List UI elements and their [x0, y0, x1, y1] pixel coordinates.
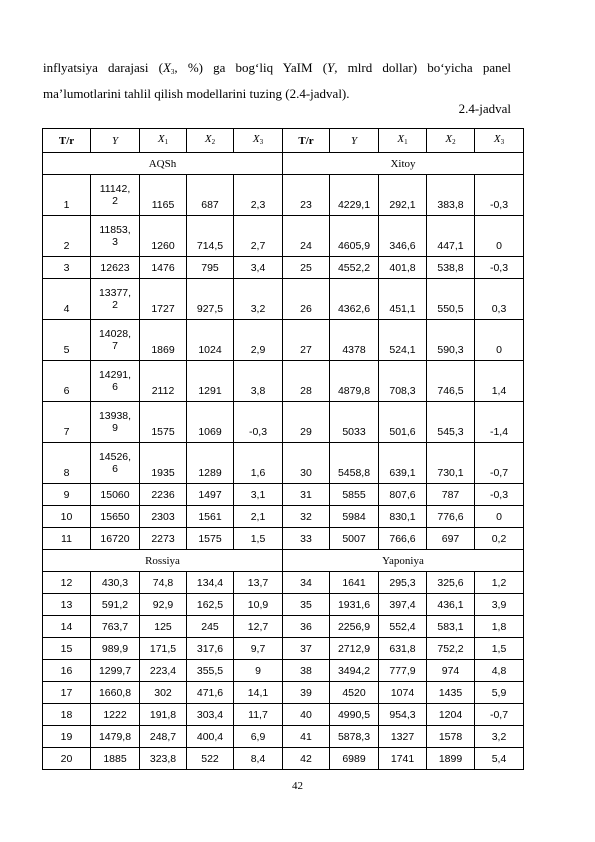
table-cell: 5458,8 — [330, 443, 379, 484]
table-cell: 15060 — [91, 484, 140, 506]
table-cell: 7 — [43, 402, 91, 443]
table-cell: 162,5 — [187, 594, 234, 616]
table-cell: 39 — [283, 682, 330, 704]
table-cell: 639,1 — [379, 443, 427, 484]
table-cell: 11142, 2 — [91, 175, 140, 216]
table-cell: 5 — [43, 320, 91, 361]
table-cell: 1204 — [427, 704, 475, 726]
table-cell: 1 — [43, 175, 91, 216]
table-cell: 16 — [43, 660, 91, 682]
header-subscript: 3 — [259, 138, 264, 146]
table-cell: 1885 — [91, 748, 140, 770]
table-cell: 2303 — [140, 506, 187, 528]
table-cell: 3494,2 — [330, 660, 379, 682]
table-row — [43, 528, 524, 550]
table-cell: 4552,2 — [330, 257, 379, 279]
table-cell: 550,5 — [427, 279, 475, 320]
table-cell: 591,2 — [91, 594, 140, 616]
table-cell: 13377, 2 — [91, 279, 140, 320]
table-cell: 4,8 — [475, 660, 524, 682]
table-cell: 3,1 — [234, 484, 283, 506]
table-cell: 4520 — [330, 682, 379, 704]
header-subscript: 1 — [164, 138, 169, 146]
table-cell: 927,5 — [187, 279, 234, 320]
table-cell: 0 — [475, 506, 524, 528]
table-cell: 1,6 — [234, 443, 283, 484]
table-cell: 42 — [283, 748, 330, 770]
table-cell: 3,2 — [234, 279, 283, 320]
table-cell: 2 — [43, 216, 91, 257]
table-row — [43, 638, 524, 660]
table-cell: 1497 — [187, 484, 234, 506]
country-group-row — [43, 550, 524, 572]
table-cell: 1869 — [140, 320, 187, 361]
table-cell: 4 — [43, 279, 91, 320]
table-body — [43, 153, 524, 770]
table-cell: 40 — [283, 704, 330, 726]
table-row — [43, 279, 524, 320]
table-cell: 4879,8 — [330, 361, 379, 402]
table-cell: 346,6 — [379, 216, 427, 257]
table-cell: 974 — [427, 660, 475, 682]
table-cell: 8 — [43, 443, 91, 484]
table-cell: 2256,9 — [330, 616, 379, 638]
table-cell: 447,1 — [427, 216, 475, 257]
table-cell: 1222 — [91, 704, 140, 726]
table-cell: 1299,7 — [91, 660, 140, 682]
table-cell: 13 — [43, 594, 91, 616]
table-cell: 25 — [283, 257, 330, 279]
table-cell: 0 — [475, 320, 524, 361]
table-cell: 2,3 — [234, 175, 283, 216]
table-cell: 125 — [140, 616, 187, 638]
table-cell: 777,9 — [379, 660, 427, 682]
table-row — [43, 660, 524, 682]
table-cell: 730,1 — [427, 443, 475, 484]
table-cell: 776,6 — [427, 506, 475, 528]
table-cell: 16720 — [91, 528, 140, 550]
table-cell: 538,8 — [427, 257, 475, 279]
table-cell: 436,1 — [427, 594, 475, 616]
table-cell: 5,9 — [475, 682, 524, 704]
header-variable: X — [397, 133, 405, 145]
table-cell: 1069 — [187, 402, 234, 443]
table-cell: 714,5 — [187, 216, 234, 257]
table-cell: 12,7 — [234, 616, 283, 638]
table-header-row — [43, 129, 524, 153]
table-cell: 1741 — [379, 748, 427, 770]
table-cell: 317,6 — [187, 638, 234, 660]
table-cell: 31 — [283, 484, 330, 506]
table-cell: 687 — [187, 175, 234, 216]
table-cell: 10,9 — [234, 594, 283, 616]
table-cell: 23 — [283, 175, 330, 216]
table-row — [43, 616, 524, 638]
x3-symbol — [163, 60, 174, 75]
table-cell: 325,6 — [427, 572, 475, 594]
table-cell: 13,7 — [234, 572, 283, 594]
table-cell: 583,1 — [427, 616, 475, 638]
table-cell: 14028, 7 — [91, 320, 140, 361]
table-cell: -1,4 — [475, 402, 524, 443]
table-cell: 1260 — [140, 216, 187, 257]
header-variable: X — [204, 133, 212, 145]
column-header — [91, 129, 140, 153]
table-row — [43, 572, 524, 594]
table-cell: 0 — [475, 216, 524, 257]
table-cell: 697 — [427, 528, 475, 550]
table-cell: 545,3 — [427, 402, 475, 443]
table-cell: 13938, 9 — [91, 402, 140, 443]
table-cell: 2712,9 — [330, 638, 379, 660]
table-cell: 1,4 — [475, 361, 524, 402]
table-cell: 1935 — [140, 443, 187, 484]
table-cell: -0,3 — [234, 402, 283, 443]
table-cell: 323,8 — [140, 748, 187, 770]
table-cell: 248,7 — [140, 726, 187, 748]
table-cell: 4605,9 — [330, 216, 379, 257]
table-row — [43, 704, 524, 726]
table-cell: 4362,6 — [330, 279, 379, 320]
table-cell: 27 — [283, 320, 330, 361]
table-cell: 451,1 — [379, 279, 427, 320]
table-cell: 0,3 — [475, 279, 524, 320]
table-cell: -0,7 — [475, 704, 524, 726]
table-cell: 36 — [283, 616, 330, 638]
table-cell: 5878,3 — [330, 726, 379, 748]
intro-text-part-2: , %) ga bog‘liq YaIM ( — [174, 60, 328, 75]
table-cell: -0,7 — [475, 443, 524, 484]
table-cell: 12 — [43, 572, 91, 594]
country-label: Rossiya — [43, 550, 283, 572]
table-cell: 1165 — [140, 175, 187, 216]
header-variable: X — [157, 133, 165, 145]
table-cell: 2,7 — [234, 216, 283, 257]
table-cell: 11853, 3 — [91, 216, 140, 257]
header-variable: Y — [111, 134, 119, 147]
table-cell: 14,1 — [234, 682, 283, 704]
table-cell: 35 — [283, 594, 330, 616]
table-cell: 3,9 — [475, 594, 524, 616]
table-cell: 6,9 — [234, 726, 283, 748]
table-cell: 1289 — [187, 443, 234, 484]
country-group-row — [43, 153, 524, 175]
header-variable: Y — [350, 134, 358, 147]
table-cell: 708,3 — [379, 361, 427, 402]
table-cell: 1,2 — [475, 572, 524, 594]
country-label: Yaponiya — [283, 550, 524, 572]
table-cell: 0,2 — [475, 528, 524, 550]
table-row — [43, 257, 524, 279]
table-cell: 292,1 — [379, 175, 427, 216]
table-cell: 6989 — [330, 748, 379, 770]
table-cell: 397,4 — [379, 594, 427, 616]
table-cell: 1660,8 — [91, 682, 140, 704]
table-cell: 1931,6 — [330, 594, 379, 616]
column-header — [379, 129, 427, 153]
table-cell: 20 — [43, 748, 91, 770]
table-cell: 1575 — [140, 402, 187, 443]
table-cell: 590,3 — [427, 320, 475, 361]
table-row — [43, 443, 524, 484]
panel-data-table — [42, 128, 524, 770]
column-header — [475, 129, 524, 153]
table-row — [43, 484, 524, 506]
table-cell: 9 — [234, 660, 283, 682]
table-cell: 752,2 — [427, 638, 475, 660]
table-cell: 763,7 — [91, 616, 140, 638]
table-cell: 524,1 — [379, 320, 427, 361]
table-cell: 3,8 — [234, 361, 283, 402]
table-cell: 522 — [187, 748, 234, 770]
table-cell: 1476 — [140, 257, 187, 279]
table-cell: 4229,1 — [330, 175, 379, 216]
table-cell: 430,3 — [91, 572, 140, 594]
table-cell: 5984 — [330, 506, 379, 528]
table-cell: 134,4 — [187, 572, 234, 594]
table-cell: 9,7 — [234, 638, 283, 660]
table-cell: 400,4 — [187, 726, 234, 748]
column-header — [140, 129, 187, 153]
table-cell: 14526, 6 — [91, 443, 140, 484]
table-cell: 92,9 — [140, 594, 187, 616]
table-cell: 631,8 — [379, 638, 427, 660]
table-cell: 30 — [283, 443, 330, 484]
table-cell: 766,6 — [379, 528, 427, 550]
column-header — [187, 129, 234, 153]
table-row — [43, 748, 524, 770]
table-cell: 1,5 — [475, 638, 524, 660]
table-cell: 302 — [140, 682, 187, 704]
table-cell: 34 — [283, 572, 330, 594]
table-cell: 2,9 — [234, 320, 283, 361]
table-cell: 15 — [43, 638, 91, 660]
table-row — [43, 506, 524, 528]
table-cell: 4990,5 — [330, 704, 379, 726]
table-cell: 355,5 — [187, 660, 234, 682]
table-cell: 2236 — [140, 484, 187, 506]
table-cell: 32 — [283, 506, 330, 528]
intro-line-2: ma’lumotlarini tahlil qilish modellarini tuzing (2.4-jadval). — [43, 86, 350, 101]
header-subscript: 2 — [211, 138, 216, 146]
table-cell: 383,8 — [427, 175, 475, 216]
table-cell: 830,1 — [379, 506, 427, 528]
table-cell: 19 — [43, 726, 91, 748]
table-cell: 17 — [43, 682, 91, 704]
header-variable: X — [493, 133, 501, 145]
table-cell: 5033 — [330, 402, 379, 443]
table-cell: 3,2 — [475, 726, 524, 748]
table-cell: 1641 — [330, 572, 379, 594]
table-cell: 15650 — [91, 506, 140, 528]
table-cell: 5,4 — [475, 748, 524, 770]
intro-paragraph — [43, 57, 511, 104]
table-cell: 1578 — [427, 726, 475, 748]
table-cell: 1291 — [187, 361, 234, 402]
table-cell: 795 — [187, 257, 234, 279]
table-cell: 787 — [427, 484, 475, 506]
table-cell: 1,5 — [234, 528, 283, 550]
table-cell: -0,3 — [475, 175, 524, 216]
table-row — [43, 402, 524, 443]
table-cell: 191,8 — [140, 704, 187, 726]
table-cell: 1024 — [187, 320, 234, 361]
table-cell: 223,4 — [140, 660, 187, 682]
table-cell: 245 — [187, 616, 234, 638]
table-cell: 14 — [43, 616, 91, 638]
table-cell: 5007 — [330, 528, 379, 550]
table-cell: 10 — [43, 506, 91, 528]
table-cell: 1899 — [427, 748, 475, 770]
table-cell: 1327 — [379, 726, 427, 748]
y-symbol: Y — [327, 60, 335, 75]
table-row — [43, 682, 524, 704]
table-cell: 807,6 — [379, 484, 427, 506]
x3-subscript: 3 — [170, 68, 175, 76]
table-cell: 1435 — [427, 682, 475, 704]
table-cell: 1727 — [140, 279, 187, 320]
table-cell: 1,8 — [475, 616, 524, 638]
table-cell: 171,5 — [140, 638, 187, 660]
header-variable: X — [445, 133, 453, 145]
x3-var: X — [162, 60, 171, 75]
intro-line-1 — [43, 57, 511, 83]
table-row — [43, 320, 524, 361]
table-row — [43, 726, 524, 748]
header-subscript: 1 — [404, 138, 408, 146]
intro-text-part-3: , mlrd dollar) bo‘yicha panel — [334, 60, 511, 75]
table-row — [43, 361, 524, 402]
table-cell: 5855 — [330, 484, 379, 506]
table-cell: 1479,8 — [91, 726, 140, 748]
column-header — [234, 129, 283, 153]
header-subscript: 2 — [452, 138, 456, 146]
column-header — [330, 129, 379, 153]
column-header: T/r — [283, 129, 330, 153]
table-row — [43, 175, 524, 216]
header-subscript: 3 — [500, 138, 505, 146]
column-header: T/r — [43, 129, 91, 153]
table-cell: 41 — [283, 726, 330, 748]
table-cell: 1074 — [379, 682, 427, 704]
table-cell: 1561 — [187, 506, 234, 528]
table-cell: 28 — [283, 361, 330, 402]
table-cell: 8,4 — [234, 748, 283, 770]
intro-text-part-1: inflyatsiya darajasi ( — [43, 60, 163, 75]
table-cell: 74,8 — [140, 572, 187, 594]
table-cell: 18 — [43, 704, 91, 726]
table-cell: 552,4 — [379, 616, 427, 638]
country-label: Xitoy — [283, 153, 524, 175]
table-cell: 303,4 — [187, 704, 234, 726]
table-cell: 2,1 — [234, 506, 283, 528]
header-variable: X — [252, 133, 260, 145]
table-cell: 295,3 — [379, 572, 427, 594]
table-cell: 12623 — [91, 257, 140, 279]
table-cell: 501,6 — [379, 402, 427, 443]
table-cell: 38 — [283, 660, 330, 682]
table-cell: 401,8 — [379, 257, 427, 279]
table-cell: 2273 — [140, 528, 187, 550]
table-cell: 14291, 6 — [91, 361, 140, 402]
table-cell: 746,5 — [427, 361, 475, 402]
column-header — [427, 129, 475, 153]
table-row — [43, 594, 524, 616]
table-cell: 33 — [283, 528, 330, 550]
table-cell: 989,9 — [91, 638, 140, 660]
table-cell: 11,7 — [234, 704, 283, 726]
table-cell: 4378 — [330, 320, 379, 361]
table-cell: 1575 — [187, 528, 234, 550]
table-caption: 2.4-jadval — [458, 101, 511, 116]
table-cell: 24 — [283, 216, 330, 257]
table-cell: 26 — [283, 279, 330, 320]
table-cell: -0,3 — [475, 257, 524, 279]
table-cell: 471,6 — [187, 682, 234, 704]
table-cell: 3 — [43, 257, 91, 279]
table-cell: -0,3 — [475, 484, 524, 506]
table-cell: 6 — [43, 361, 91, 402]
table-cell: 29 — [283, 402, 330, 443]
table-cell: 9 — [43, 484, 91, 506]
table-cell: 2112 — [140, 361, 187, 402]
table-cell: 3,4 — [234, 257, 283, 279]
country-label: AQSh — [43, 153, 283, 175]
table-cell: 11 — [43, 528, 91, 550]
table-cell: 37 — [283, 638, 330, 660]
table-cell: 954,3 — [379, 704, 427, 726]
table-row — [43, 216, 524, 257]
page-number: 42 — [292, 780, 303, 792]
